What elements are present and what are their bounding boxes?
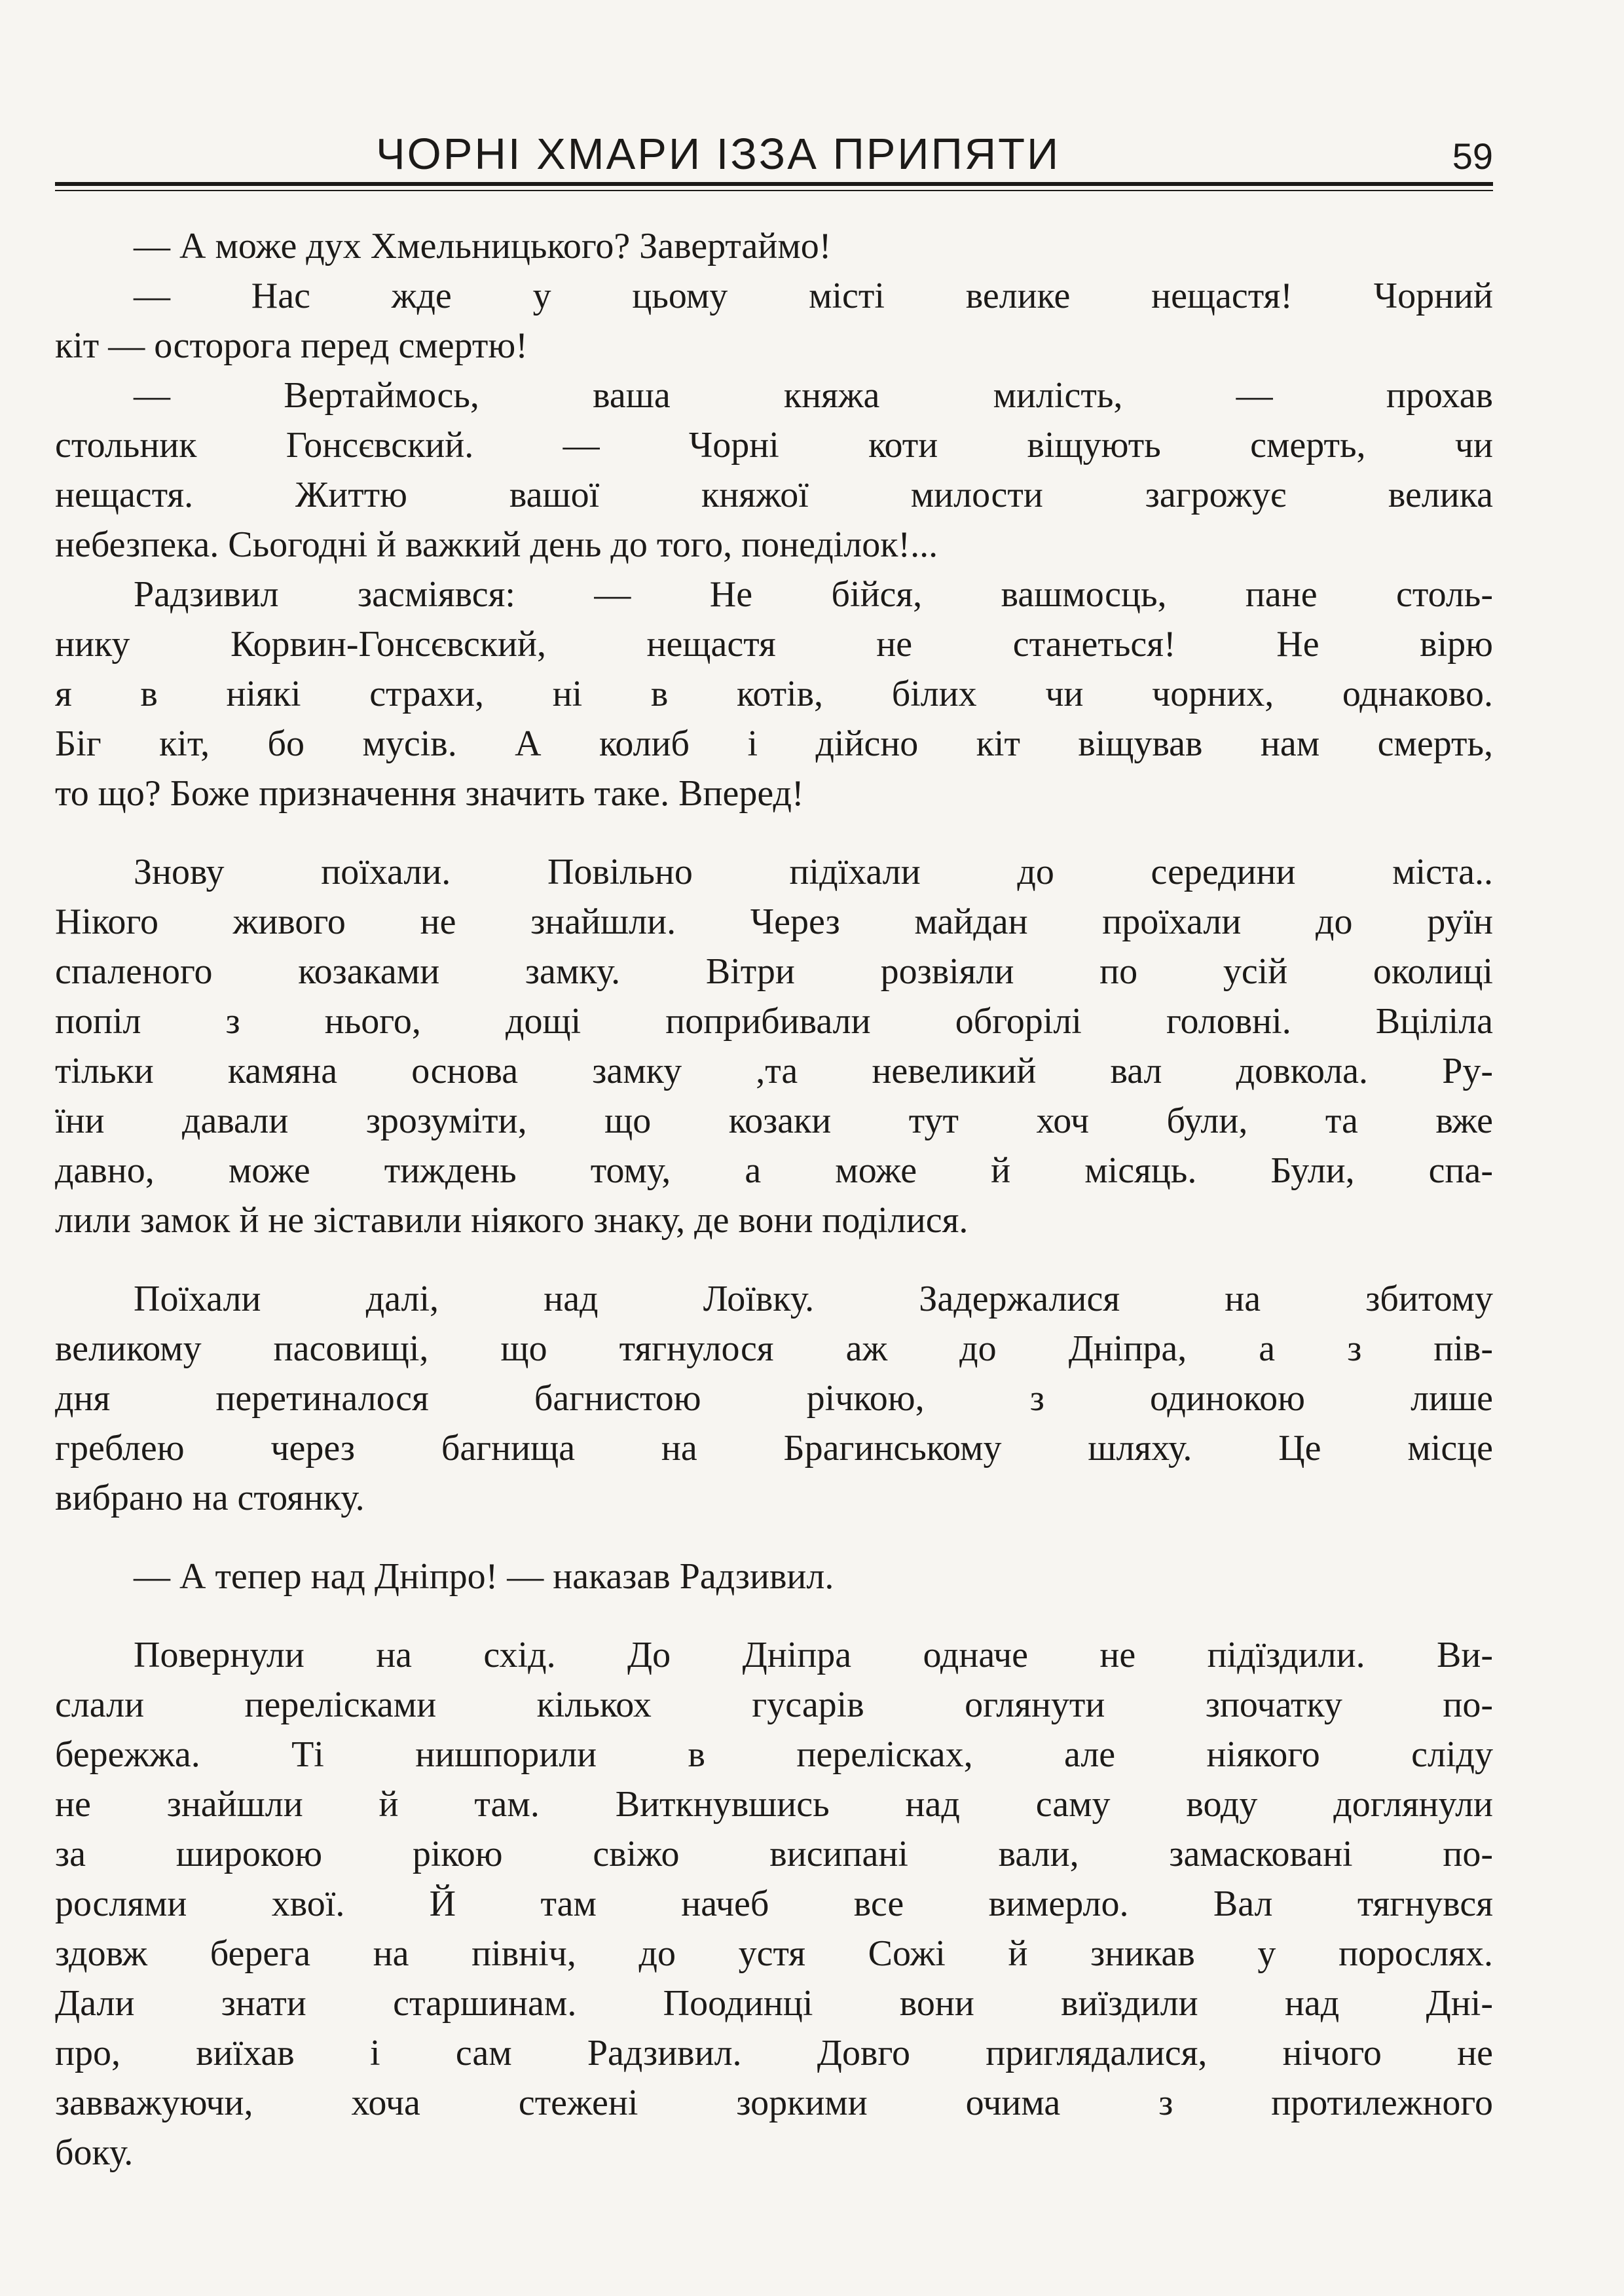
text-line: небезпека. Сьогодні й важкий день до того, понеділок!... <box>55 524 938 565</box>
text-line: бережжа. Ті нишпорили в перелісках, але ніякого сліду <box>55 1734 1493 1775</box>
text-line: дня перетиналося багнистою річкою, з одинокою лише <box>55 1378 1493 1419</box>
text-line: вибрано на стоянку. <box>55 1478 365 1518</box>
paragraph <box>55 371 1493 570</box>
paragraph-gap <box>55 1245 1493 1274</box>
header-rule-thick <box>55 182 1493 186</box>
text-line: Знову поїхали. Повільно підїхали до середини міста.. <box>134 852 1493 892</box>
text-line: завважуючи, хоча стежені зоркими очима з протилежного <box>55 2083 1493 2123</box>
text-line: Біг кіт, бо мусів. А колиб і дійсно кіт віщував нам смерть, <box>55 723 1493 764</box>
paragraph-gap <box>55 1601 1493 1630</box>
text-line: Поїхали далі, над Лоївку. Задержалися на збитому <box>134 1279 1493 1319</box>
page-number: 59 <box>1452 136 1493 177</box>
text-line: нещастя. Життю вашої княжої милости загрожує велика <box>55 475 1493 515</box>
paragraph <box>55 1552 1493 1601</box>
text-line: тільки камяна основа замку ,та невеликий вал довкола. Ру- <box>55 1051 1493 1091</box>
paragraph <box>55 570 1493 818</box>
paragraph <box>55 271 1493 371</box>
text-line: Нікого живого не знайшли. Через майдан проїхали до руїн <box>55 902 1493 942</box>
text-line: Повернули на схід. До Дніпра одначе не підїздили. Ви- <box>134 1635 1493 1675</box>
text-line: Радзивил засміявся: — Не бійся, вашмосць, пане столь- <box>134 574 1493 615</box>
text-line: не знайшли й там. Виткнувшись над саму воду доглянули <box>55 1784 1493 1825</box>
paragraph-gap <box>55 818 1493 847</box>
text-line: спаленого козаками замку. Вітри розвіяли по усій околиці <box>55 951 1493 992</box>
body-text <box>55 221 1493 2178</box>
text-line: їни давали зрозуміти, що козаки тут хоч були, та вже <box>55 1101 1493 1141</box>
paragraph-gap <box>55 1523 1493 1552</box>
text-line: греблею через багнища на Брагинському шляху. Це місце <box>55 1428 1493 1468</box>
page-header <box>55 128 1493 194</box>
text-line: здовж берега на північ, до устя Сожі й зникав у порослях. <box>55 1933 1493 1974</box>
text-line: то що? Боже призначення значить таке. Вперед! <box>55 773 804 814</box>
text-line: кіт — осторога перед смертю! <box>55 325 528 366</box>
paragraph <box>55 847 1493 1245</box>
text-line: — Вертаймось, ваша княжа милість, — прохав <box>134 375 1493 416</box>
text-line: Дали знати старшинам. Поодинці вони виїздили над Дні- <box>55 1983 1493 2024</box>
text-line: лили замок й не зіставили ніякого знаку, де вони поділися. <box>55 1200 969 1241</box>
paragraph <box>55 1274 1493 1523</box>
text-line: давно, може тиждень тому, а може й місяць. Були, спа- <box>55 1150 1493 1191</box>
text-line: великому пасовищі, що тягнулося аж до Дніпра, а з пів- <box>55 1328 1493 1369</box>
text-line: про, виїхав і сам Радзивил. Довго приглядалися, нічого не <box>55 2033 1493 2073</box>
text-line: боку. <box>55 2132 134 2173</box>
text-line: нику Корвин-Гонсєвский, нещастя не станеться! Не вірю <box>55 624 1493 665</box>
text-line: рослями хвої. Й там начеб все вимерло. Вал тягнувся <box>55 1884 1493 1924</box>
header-rule-thin <box>55 190 1493 191</box>
text-line: — Нас жде у цьому місті велике нещастя! Чорний <box>134 276 1493 316</box>
text-line: за широкою рікою свіжо висипані вали, замасковані по- <box>55 1834 1493 1874</box>
running-title: ЧОРНІ ХМАРИ ІЗЗА ПРИПЯТИ <box>376 130 1061 179</box>
text-line: слали перелісками кількох гусарів оглянути зпочатку по- <box>55 1685 1493 1725</box>
text-line: — А може дух Хмельницького? Завертаймо! <box>134 226 832 266</box>
paragraph <box>55 1630 1493 2178</box>
text-line: попіл з нього, дощі поприбивали обгорілі головні. Вціліла <box>55 1001 1493 1042</box>
text-line: — А тепер над Дніпро! — наказав Радзивил. <box>134 1556 834 1597</box>
paragraph <box>55 221 1493 271</box>
text-line: стольник Гонсєвский. — Чорні коти віщують смерть, чи <box>55 425 1493 465</box>
text-line: я в ніякі страхи, ні в котів, білих чи чорних, однаково. <box>55 674 1493 714</box>
